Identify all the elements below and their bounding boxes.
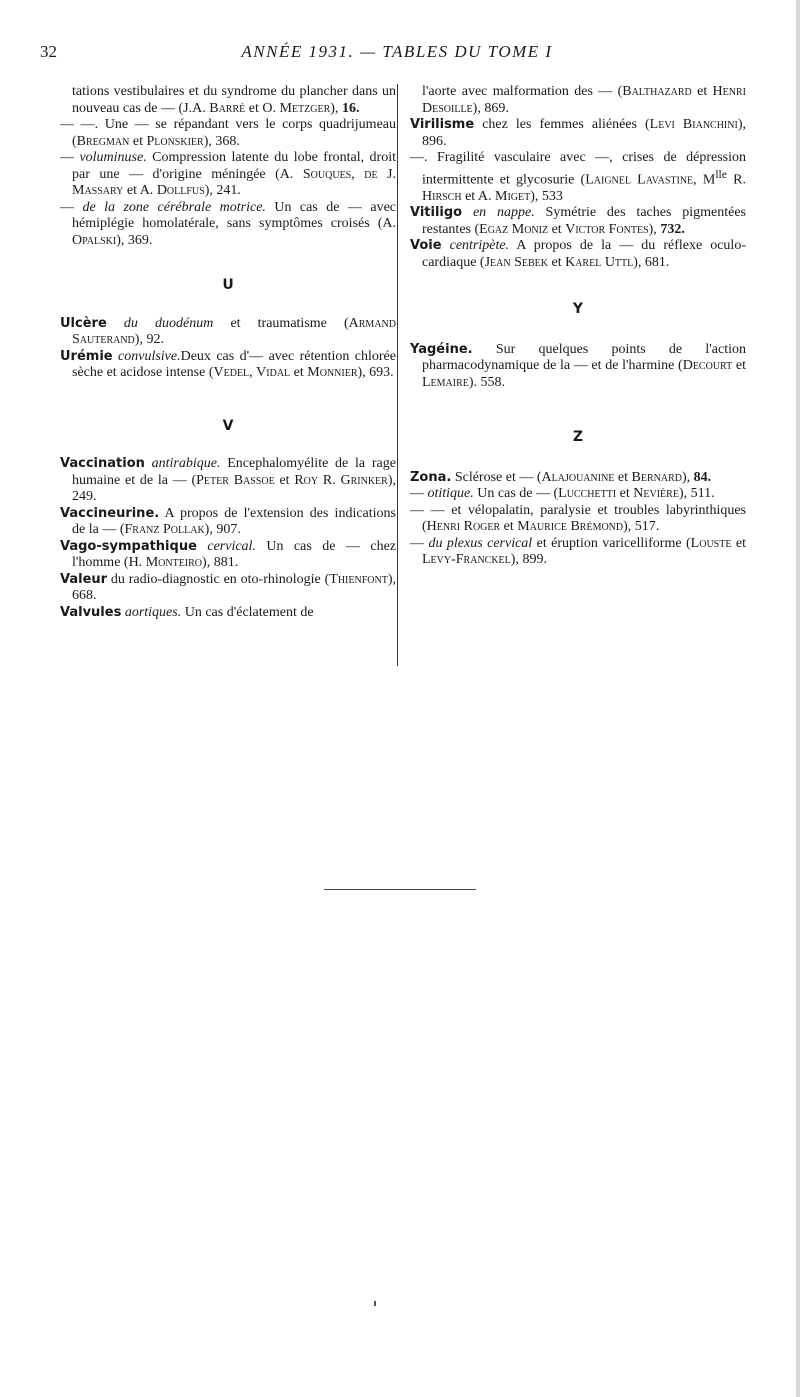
index-entry: l'aorte avec malformation des — (Balthazard et Henri Desoille), 869. (422, 84, 746, 116)
author: Henri Desoille (422, 84, 746, 116)
section-letter-v: V (222, 417, 234, 434)
index-entry: Vaccineurine. A propos de l'extension des indications de la — (Franz Pollak), 907. (60, 505, 396, 537)
page-ref: 84. (693, 469, 712, 485)
author: Maurice Brémond (517, 519, 624, 535)
author: Vedel (213, 365, 250, 380)
right-column (410, 84, 746, 569)
index-entry: — — et vélopalatin, paralysie et troubles labyrinthiques (Henri Roger et Maurice Brémond), 517. (410, 502, 746, 535)
keyword: Yagéine. (410, 341, 473, 357)
index-entry: Voie centripète. A propos de la — du réflexe oculo-cardiaque (Jean Sebek et Karel Uttl), 681. (410, 238, 746, 270)
keyword: Virilisme (410, 117, 475, 132)
author: Henri Roger (426, 519, 501, 535)
author: Armand Sauterand (72, 315, 396, 347)
author: Laignel Lavastine (585, 172, 694, 188)
author: Metzger (279, 100, 331, 116)
keyword: Vaccination (60, 456, 145, 471)
keyword: Zona. (410, 469, 452, 485)
keyword: Vago-sympathique (60, 538, 197, 554)
running-header (40, 42, 754, 66)
author: Vidal (256, 365, 291, 380)
index-entry: Valeur du radio-diagnostic en oto-rhinologie (Thienfont), 668. (60, 571, 396, 603)
author: Thienfont (329, 571, 388, 587)
author: Nevière (633, 486, 679, 502)
author: R. Hirsch (422, 172, 747, 204)
page-ref: 732. (660, 221, 685, 237)
section-letter-y: Y (572, 301, 584, 318)
index-entry: Zona. Sclérose et — (Alajouanine et Bernard), 84. (410, 469, 712, 485)
index-entry: —. Fragilité vasculaire avec —, crises de dépression intermittente et glycosurie (Laignel Lavastine, $M^{lle}$ R. Hirsch et A. Miget), 533 (410, 150, 747, 204)
index-entry: — de la zone cérébrale motrice. Un cas de — avec hémiplégie homolatérale, sans symptômes croisés (A. Opalski), 369. (60, 199, 396, 248)
index-entry: — du plexus cervical et éruption varicelliforme (Louste et Levy-Franckel), 899. (410, 535, 746, 568)
column-divider (397, 84, 398, 666)
author: Lemaire (422, 374, 469, 390)
author: Bernard (631, 469, 682, 485)
index-entry: Vitiligo en nappe. Symétrie des taches pigmentées restantes (Egaz Moniz et Victor Fontes), 732. (410, 205, 746, 237)
author: Balthazard (622, 84, 692, 99)
index-entry: — voluminuse. Compression latente du lobe frontal, droit par une — d'origine méningée (A. Souques, de J. Massary et A. Dollfus), 241. (60, 150, 397, 198)
author: Opalski (72, 232, 117, 248)
author: Egaz Moniz (479, 221, 549, 237)
author: Levy-Franckel (422, 552, 511, 568)
keyword: Valvules (60, 604, 122, 620)
index-entry: Virilisme chez les femmes aliénées (Levi Bianchini), 896. (410, 117, 746, 149)
keyword: Ulcère (60, 315, 107, 331)
running-title: ANNÉE 1931. — TABLES DU TOME I (241, 42, 553, 61)
author: Barré (209, 100, 246, 116)
author: Lucchetti (558, 486, 617, 502)
author: Roy R. Grinker (294, 472, 388, 488)
page-edge-shadow (796, 0, 800, 1397)
author: Monteiro (145, 555, 203, 570)
index-entry: — otitique. Un cas de — (Lucchetti et Nevière), 511. (410, 486, 715, 502)
author: Dollfus (156, 183, 205, 198)
author: Karel Uttl (565, 254, 634, 270)
author: Jean Sebek (484, 254, 548, 270)
author: Alajouanine (541, 469, 615, 485)
page-ref: 16. (341, 100, 360, 116)
index-entry: — —. Une — se répandant vers le corps quadrijumeau (Bregman et Plonskier), 368. (60, 117, 396, 149)
end-rule (324, 889, 476, 890)
keyword: Vitiligo (410, 205, 463, 221)
left-column (60, 84, 396, 621)
page-number: 32 (40, 42, 57, 61)
author: Miget (495, 188, 531, 204)
author: Levi Bianchini (649, 117, 738, 132)
index-entry: Vago-sympathique cervical. Un cas de — chez l'homme (H. Monteiro), 881. (60, 538, 396, 570)
author: Bregman (76, 133, 130, 149)
section-letter-z: Z (572, 429, 584, 446)
author: Souques (302, 166, 352, 182)
section-letter-u: U (222, 277, 234, 293)
author: Victor Fontes (565, 221, 649, 237)
author: Louste (690, 535, 732, 551)
keyword: Valeur (60, 571, 108, 587)
author: de J. Massary (72, 166, 397, 198)
keyword: Urémie (60, 348, 113, 364)
index-entry: Yagéine. Sur quelques points de l'action pharmacodynamique de la — et de l'harmine (Decourt et Lemaire). 558. (410, 341, 746, 390)
keyword: Vaccineurine. (60, 505, 160, 521)
index-entry: tations vestibulaires et du syndrome du plancher dans un nouveau cas de — (J.A. Barré et O. Metzger), 16. (72, 84, 396, 116)
author: Decourt (682, 358, 733, 374)
author: Franz Pollak (124, 522, 205, 537)
author: Plonskier (146, 133, 204, 149)
print-mark (374, 1301, 376, 1306)
index-entry: Valvules aortiques. Un cas d'éclatement de (60, 604, 314, 620)
index-entry: Ulcère du duodénum et traumatisme (Armand Sauterand), 92. (60, 315, 396, 347)
author: Monnier (307, 365, 358, 380)
index-entry: Urémie convulsive.Deux cas d'— avec rétention chlorée sèche et acidose intense (Vedel, Vidal et Monnier), 693. (60, 348, 396, 380)
keyword: Voie (410, 238, 442, 254)
index-entry: Vaccination antirabique. Encephalomyélite de la rage humaine et de la — (Peter Bassoe et Roy R. Grinker), 249. (60, 456, 397, 504)
author: Peter Bassoe (196, 472, 275, 488)
